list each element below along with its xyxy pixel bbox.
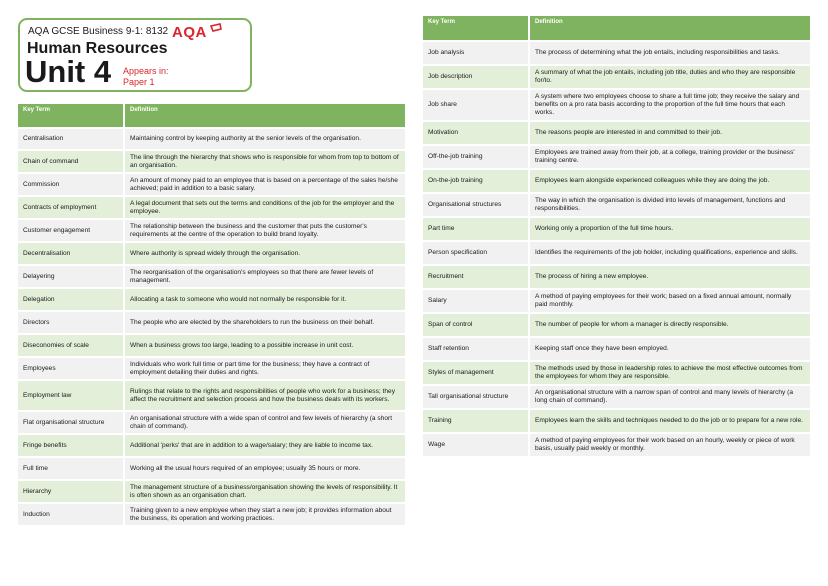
definition: Rulings that relate to the rights and responsibilities of people who work for a business; they affect the recruitment and selection process and how the business deals with its workers. [125, 381, 405, 410]
definition: The relationship between the business and the customer that puts the customer's requirements at the centre of the operation to build brand loyalty. [125, 220, 405, 241]
table-row [18, 312, 405, 333]
definition: An organisational structure with a narrow span of control and many levels of hierarchy (a long chain of command). [530, 386, 810, 408]
key-term: Delegation [18, 289, 125, 310]
table-row [423, 66, 810, 88]
appears-in-label: Appears in: [123, 66, 169, 76]
definition: The management structure of a business/organisation showing the levels of responsibility. It is often shown as an organisation chart. [125, 481, 405, 502]
key-term: Staff retention [423, 338, 530, 360]
table-row [18, 197, 405, 218]
aqa-logo: AQA [172, 24, 207, 41]
definition: The process of hiring a new employee. [530, 266, 810, 288]
page-title: Human Resources [27, 40, 168, 57]
definition: A legal document that sets out the terms and conditions of the job for the employer and the employee. [125, 197, 405, 218]
aqa-logo-mark-icon [210, 23, 222, 33]
definition: The methods used by those in leadership roles to achieve the most effective outcomes from the employees for whom they are responsible. [530, 362, 810, 384]
definition: The reasons people are interested in and committed to their job. [530, 122, 810, 144]
key-term: Customer engagement [18, 220, 125, 241]
definition: A method of paying employees for their work; based on a fixed annual amount, normally paid monthly. [530, 290, 810, 312]
key-term: Delayering [18, 266, 125, 287]
key-term: Job analysis [423, 42, 530, 64]
table-row [18, 174, 405, 195]
definition: The people who are elected by the shareholders to run the business on their behalf. [125, 312, 405, 333]
table-row [423, 434, 810, 456]
key-term: Job description [423, 66, 530, 88]
table-row [18, 458, 405, 479]
table-row [18, 358, 405, 379]
table-row [423, 242, 810, 264]
key-term: Employees [18, 358, 125, 379]
table-row [18, 381, 405, 410]
table-row [423, 122, 810, 144]
definition: Employees learn the skills and techniques needed to do the job or to prepare for a new role. [530, 410, 810, 432]
table-row [423, 146, 810, 168]
key-term: Salary [423, 290, 530, 312]
table-row [18, 151, 405, 172]
definition: A method of paying employees for their work based on an hourly, weekly or piece of work basis, usually paid weekly or monthly. [530, 434, 810, 456]
table-row [423, 194, 810, 216]
definition: The number of people for whom a manager is directly responsible. [530, 314, 810, 336]
header-box [18, 18, 252, 92]
key-term: Tall organisational structure [423, 386, 530, 408]
definition: Identifies the requirements of the job holder, including qualifications, experience and skills. [530, 242, 810, 264]
definition: Individuals who work full time or part time for the business; they have a contract of employment detailing their duties and rights. [125, 358, 405, 379]
key-term: Centralisation [18, 129, 125, 149]
key-term: Fringe benefits [18, 435, 125, 456]
key-term: On-the-job training [423, 170, 530, 192]
table-row [18, 435, 405, 456]
definition: The line through the hierarchy that shows who is responsible for whom from top to bottom of an organisation. [125, 151, 405, 172]
table-row [423, 410, 810, 432]
key-term: Flat organisational structure [18, 412, 125, 433]
appears-in [123, 66, 169, 88]
definition: Where authority is spread widely through the organisation. [125, 243, 405, 264]
definition: The process of determining what the job entails, including responsibilities and tasks. [530, 42, 810, 64]
table-row [423, 314, 810, 336]
key-term: Chain of command [18, 151, 125, 172]
key-term: Training [423, 410, 530, 432]
key-term: Person specification [423, 242, 530, 264]
key-term: Organisational structures [423, 194, 530, 216]
table-row [18, 289, 405, 310]
definition: Additional 'perks' that are in addition to a wage/salary; they are liable to income tax. [125, 435, 405, 456]
table-row [423, 386, 810, 408]
table-row [423, 290, 810, 312]
key-term: Motivation [423, 122, 530, 144]
definition: Working all the usual hours required of an employee; usually 35 hours or more. [125, 458, 405, 479]
key-terms-table-right [423, 14, 810, 458]
key-term: Hierarchy [18, 481, 125, 502]
definition: An amount of money paid to an employee that is based on a percentage of the sales he/she achieved; paid in addition to a basic salary. [125, 174, 405, 195]
table-row [18, 481, 405, 502]
spec-code: AQA GCSE Business 9-1: 8132 [28, 26, 169, 37]
key-term: Induction [18, 504, 125, 525]
table-row [18, 129, 405, 149]
key-term: Full time [18, 458, 125, 479]
definition: Employees learn alongside experienced colleagues while they are doing the job. [530, 170, 810, 192]
key-term: Employment law [18, 381, 125, 410]
key-term: Recruitment [423, 266, 530, 288]
key-term: Commission [18, 174, 125, 195]
definition: Allocating a task to someone who would not normally be responsible for it. [125, 289, 405, 310]
table-row [423, 362, 810, 384]
key-term: Off-the-job training [423, 146, 530, 168]
table-row [423, 338, 810, 360]
key-term: Wage [423, 434, 530, 456]
definition: Training given to a new employee when they start a new job; it provides information about the business, its operation and working practices. [125, 504, 405, 525]
definition: Employees are trained away from their job, at a college, training provider or the business' training centre. [530, 146, 810, 168]
table-row [18, 220, 405, 241]
key-term: Styles of management [423, 362, 530, 384]
key-term: Decentralisation [18, 243, 125, 264]
definition: When a business grows too large, leading to a possible increase in unit cost. [125, 335, 405, 356]
key-term: Diseconomies of scale [18, 335, 125, 356]
definition: A summary of what the job entails, including job title, duties and who they are responsible for/to. [530, 66, 810, 88]
table-row [423, 42, 810, 64]
definition: Maintaining control by keeping authority at the senior levels of the organisation. [125, 129, 405, 149]
table-row [18, 243, 405, 264]
definition: The way in which the organisation is divided into levels of management, functions and responsibilities. [530, 194, 810, 216]
key-terms-table-left [18, 102, 405, 527]
table-row [423, 170, 810, 192]
column-header-term: Key Term [18, 104, 125, 127]
definition: Keeping staff once they have been employed. [530, 338, 810, 360]
table-row [423, 266, 810, 288]
column-header-definition: Definition [125, 104, 405, 127]
definition: The reorganisation of the organisation's employees so that there are fewer levels of management. [125, 266, 405, 287]
table-row [423, 218, 810, 240]
table-row [18, 504, 405, 525]
key-term: Contracts of employment [18, 197, 125, 218]
table-row [18, 266, 405, 287]
definition: Working only a proportion of the full time hours. [530, 218, 810, 240]
table-row [423, 90, 810, 120]
definition: A system where two employees choose to share a full time job; they receive the salary and benefits on a pro rata basis according to the proportion of the full time hours that each works. [530, 90, 810, 120]
unit-label: Unit 4 [25, 54, 112, 89]
column-header-term: Key Term [423, 16, 530, 40]
table-row [18, 335, 405, 356]
appears-in-paper: Paper 1 [123, 77, 155, 87]
column-header-definition: Definition [530, 16, 810, 40]
key-term: Part time [423, 218, 530, 240]
table-row [18, 412, 405, 433]
definition: An organisational structure with a wide span of control and few levels of hierarchy (a short chain of command). [125, 412, 405, 433]
key-term: Directors [18, 312, 125, 333]
key-term: Span of control [423, 314, 530, 336]
key-term: Job share [423, 90, 530, 120]
